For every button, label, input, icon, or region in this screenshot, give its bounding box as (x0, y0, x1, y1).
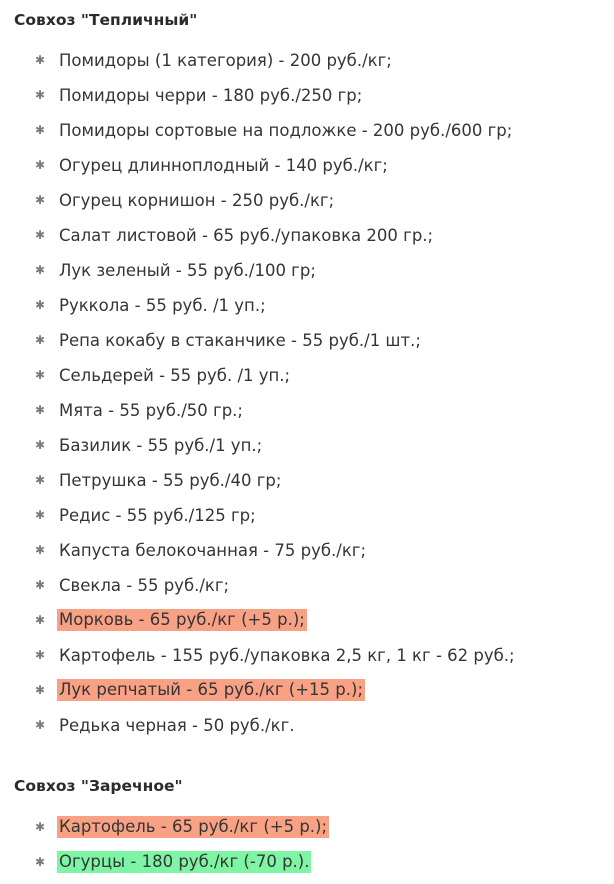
item-text: Сельдерей - 55 руб. /1 уп.; (59, 366, 291, 385)
highlighted-item-text: Огурцы - 180 руб./кг (-70 р.). (59, 852, 310, 871)
asterisk-bullet-icon: ✱ (35, 333, 46, 347)
item-text: Мята - 55 руб./50 гр.; (59, 401, 243, 420)
item-text: Свекла - 55 руб./кг; (59, 576, 230, 595)
asterisk-bullet-icon: ✱ (35, 648, 46, 662)
asterisk-bullet-icon: ✱ (35, 193, 46, 207)
asterisk-bullet-icon: ✱ (35, 403, 46, 417)
highlighted-item-text: Морковь - 65 руб./кг (+5 р.); (59, 610, 305, 629)
item-text: Помидоры (1 категория) - 200 руб./кг; (59, 51, 392, 70)
item-text: Лук зеленый - 55 руб./100 гр; (59, 261, 316, 280)
asterisk-bullet-icon: ✱ (35, 855, 46, 869)
highlighted-item-text: Картофель - 65 руб./кг (+5 р.); (59, 817, 328, 836)
asterisk-bullet-icon: ✱ (35, 578, 46, 592)
asterisk-bullet-icon: ✱ (35, 158, 46, 172)
asterisk-bullet-icon: ✱ (35, 88, 46, 102)
item-text: Петрушка - 55 руб./40 гр; (59, 471, 282, 490)
asterisk-bullet-icon: ✱ (35, 263, 46, 277)
asterisk-bullet-icon: ✱ (35, 53, 46, 67)
item-text: Редька черная - 50 руб./кг. (59, 716, 295, 735)
asterisk-bullet-icon: ✱ (35, 508, 46, 522)
asterisk-bullet-icon: ✱ (35, 718, 46, 732)
item-text: Помидоры черри - 180 руб./250 гр; (59, 86, 363, 105)
section-title-zarechnoe: Совхоз "Заречное" (14, 777, 183, 795)
item-text: Огурец корнишон - 250 руб./кг; (59, 191, 335, 210)
asterisk-bullet-icon: ✱ (35, 298, 46, 312)
item-text: Базилик - 55 руб./1 уп.; (59, 436, 263, 455)
item-text: Салат листовой - 65 руб./упаковка 200 гр.; (59, 226, 434, 245)
asterisk-bullet-icon: ✱ (35, 123, 46, 137)
item-text: Картофель - 155 руб./упаковка 2,5 кг, 1 кг - 62 руб.; (59, 646, 515, 665)
asterisk-bullet-icon: ✱ (35, 368, 46, 382)
asterisk-bullet-icon: ✱ (35, 683, 46, 697)
asterisk-bullet-icon: ✱ (35, 820, 46, 834)
item-text: Репа кокабу в стаканчике - 55 руб./1 шт.; (59, 331, 421, 350)
item-text: Редис - 55 руб./125 гр; (59, 506, 256, 525)
item-text: Капуста белокочанная - 75 руб./кг; (59, 541, 367, 560)
asterisk-bullet-icon: ✱ (35, 543, 46, 557)
asterisk-bullet-icon: ✱ (35, 438, 46, 452)
section-title-teplichny: Совхоз "Тепличный" (14, 11, 198, 29)
item-text: Руккола - 55 руб. /1 уп.; (59, 296, 266, 315)
highlighted-item-text: Лук репчатый - 65 руб./кг (+15 р.); (59, 680, 364, 699)
asterisk-bullet-icon: ✱ (35, 228, 46, 242)
asterisk-bullet-icon: ✱ (35, 473, 46, 487)
item-text: Огурец длинноплодный - 140 руб./кг; (59, 156, 388, 175)
asterisk-bullet-icon: ✱ (35, 613, 46, 627)
item-text: Помидоры сортовые на подложке - 200 руб./600 гр; (59, 121, 513, 140)
